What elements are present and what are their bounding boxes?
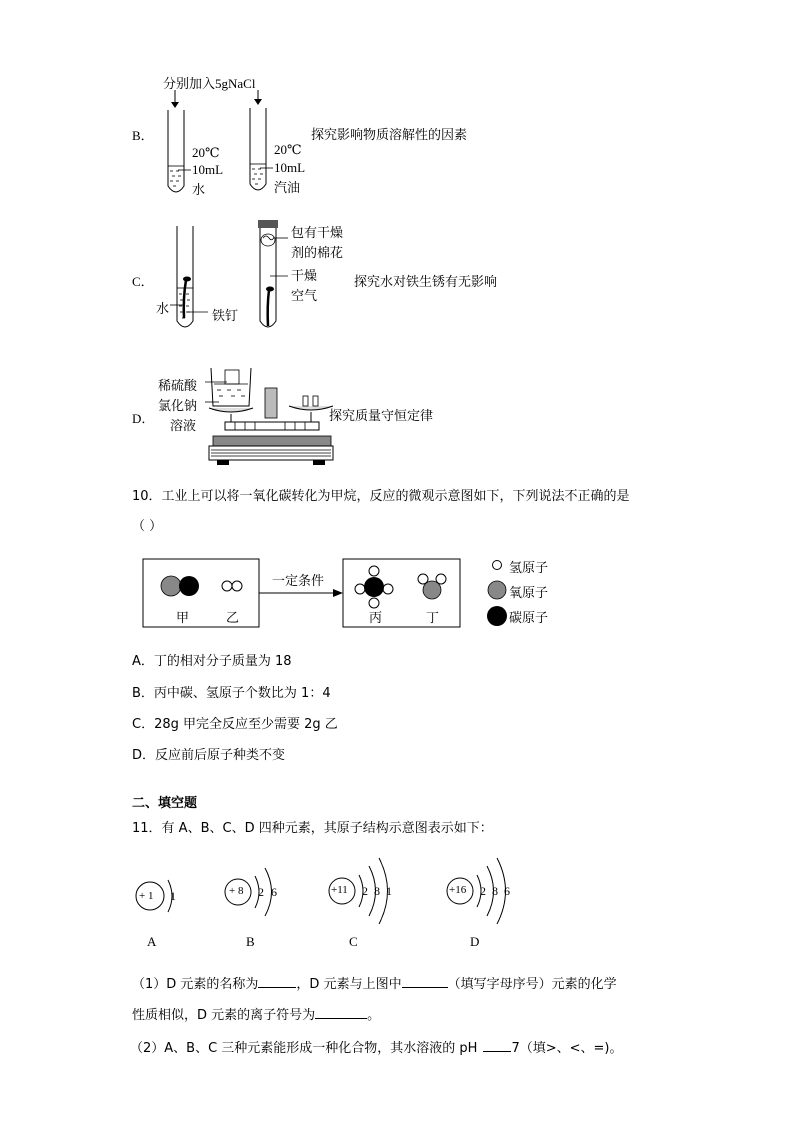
tube1-liquid: 水 (192, 183, 206, 198)
answer-blank-letter[interactable] (402, 975, 448, 988)
q11-sub1-text-b: ，D 元素与上图中 (296, 977, 402, 992)
atom-c-shell-1: 2 (362, 884, 368, 898)
atom-c-shell-2: 8 (374, 884, 380, 898)
section-title: 二、填空题 (132, 796, 198, 811)
option-c-purpose: 探究水对铁生锈有无影响 (354, 275, 498, 290)
dry-air-label-line1: 干燥 (291, 269, 318, 284)
atom-a-nucleus: + 1 (139, 890, 154, 902)
tube2-liquid: 汽油 (274, 181, 301, 196)
option-b-purpose: 探究影响物质溶解性的因素 (311, 128, 468, 143)
atom-c-nucleus: +11 (331, 884, 348, 896)
q11-sub1-text-d: 性质相似，D 元素的离子符号为 (132, 1008, 316, 1023)
q11-sub1-text-a: （1）D 元素的名称为 (132, 977, 259, 992)
test-tubes-b-diagram (160, 88, 280, 208)
co-carbon-atom (179, 576, 199, 596)
atom-d-letter: D (470, 934, 480, 949)
nail-label: 铁钉 (212, 309, 239, 324)
tube2-temp: 20℃ (274, 142, 302, 157)
atom-b-shell-2: 6 (271, 885, 277, 899)
nacl-solution-label-line2: 溶液 (170, 419, 197, 434)
option-letter: D． (132, 411, 155, 426)
product-label-bing: 丙 (369, 611, 383, 626)
product-label-ding: 丁 (426, 611, 440, 626)
answer-blank-ph[interactable] (483, 1039, 511, 1052)
atom-c-shell-3: 1 (386, 884, 392, 898)
q11-sub1-line1 (132, 973, 617, 992)
q11-sub2-line (130, 1037, 622, 1056)
atom-d-shell-3: 6 (504, 884, 510, 898)
nacl-solution-label-line1: 氯化钠 (158, 399, 198, 414)
answer-blank-ion-symbol[interactable] (315, 1006, 367, 1019)
cotton-label-line2: 剂的棉花 (291, 246, 344, 261)
q10-option-b: B．丙中碳、氢原子个数比为 1：4 (132, 686, 331, 701)
balance-diagram (205, 362, 335, 467)
q11-sub1-line2 (132, 1004, 380, 1023)
option-d-purpose: 探究质量守恒定律 (329, 409, 434, 424)
atom-c-letter: C (349, 934, 358, 949)
tube2-volume: 10mL (274, 160, 306, 175)
legend-carbon: 碳原子 (509, 611, 549, 626)
q10-stem: 10．工业上可以将一氧化碳转化为甲烷，反应的微观示意图如下，下列说法不正确的是 (132, 489, 630, 504)
dry-air-label-line2: 空气 (291, 289, 318, 304)
reactant-label-yi: 乙 (226, 611, 240, 626)
q11-sub2-text-b: 7（填>、<、=)。 (511, 1041, 623, 1056)
legend-oxygen: 氧原子 (509, 586, 549, 601)
legend-hydrogen: 氢原子 (509, 561, 549, 576)
option-letter: C． (132, 274, 154, 289)
atom-b-nucleus: + 8 (229, 885, 244, 897)
tube1-volume: 10mL (192, 162, 224, 177)
atom-a-letter: A (147, 934, 157, 949)
atom-d-nucleus: +16 (449, 884, 467, 896)
q10-answer-paren: （ ） (132, 519, 163, 534)
atom-a-shell-1: 1 (170, 889, 176, 903)
q11-sub1-text-c: （填写字母序号）元素的化学 (447, 977, 617, 992)
q10-option-a: A．丁的相对分子质量为 18 (132, 654, 292, 669)
cotton-label-line1: 包有干燥 (291, 226, 344, 241)
q11-sub2-text-a: （2）A、B、C 三种元素能形成一种化合物，其水溶液的 pH (130, 1041, 478, 1056)
dilute-acid-label: 稀硫酸 (158, 379, 198, 394)
answer-blank-element-name[interactable] (258, 975, 296, 988)
reaction-condition-label: 一定条件 (272, 574, 325, 589)
atom-d-shell-1: 2 (480, 884, 486, 898)
tube1-temp: 20℃ (192, 145, 220, 160)
q11-sub1-text-e: 。 (367, 1008, 381, 1023)
water-label: 水 (156, 302, 170, 317)
add-nacl-label: 分别加入5gNaCl (163, 76, 256, 91)
q10-option-d: D．反应前后原子种类不变 (132, 748, 286, 763)
option-letter: B． (132, 128, 154, 143)
reactant-label-jia: 甲 (176, 611, 190, 626)
atom-d-shell-2: 8 (492, 884, 498, 898)
reaction-micro-diagram (143, 556, 563, 631)
atom-b-shell-1: 2 (258, 885, 264, 899)
co-oxygen-atom (161, 576, 181, 596)
q10-option-c: C．28g 甲完全反应至少需要 2g 乙 (132, 717, 338, 732)
atom-b-letter: B (246, 934, 255, 949)
q11-stem: 11．有 A、B、C、D 四种元素，其原子结构示意图表示如下： (132, 821, 493, 836)
